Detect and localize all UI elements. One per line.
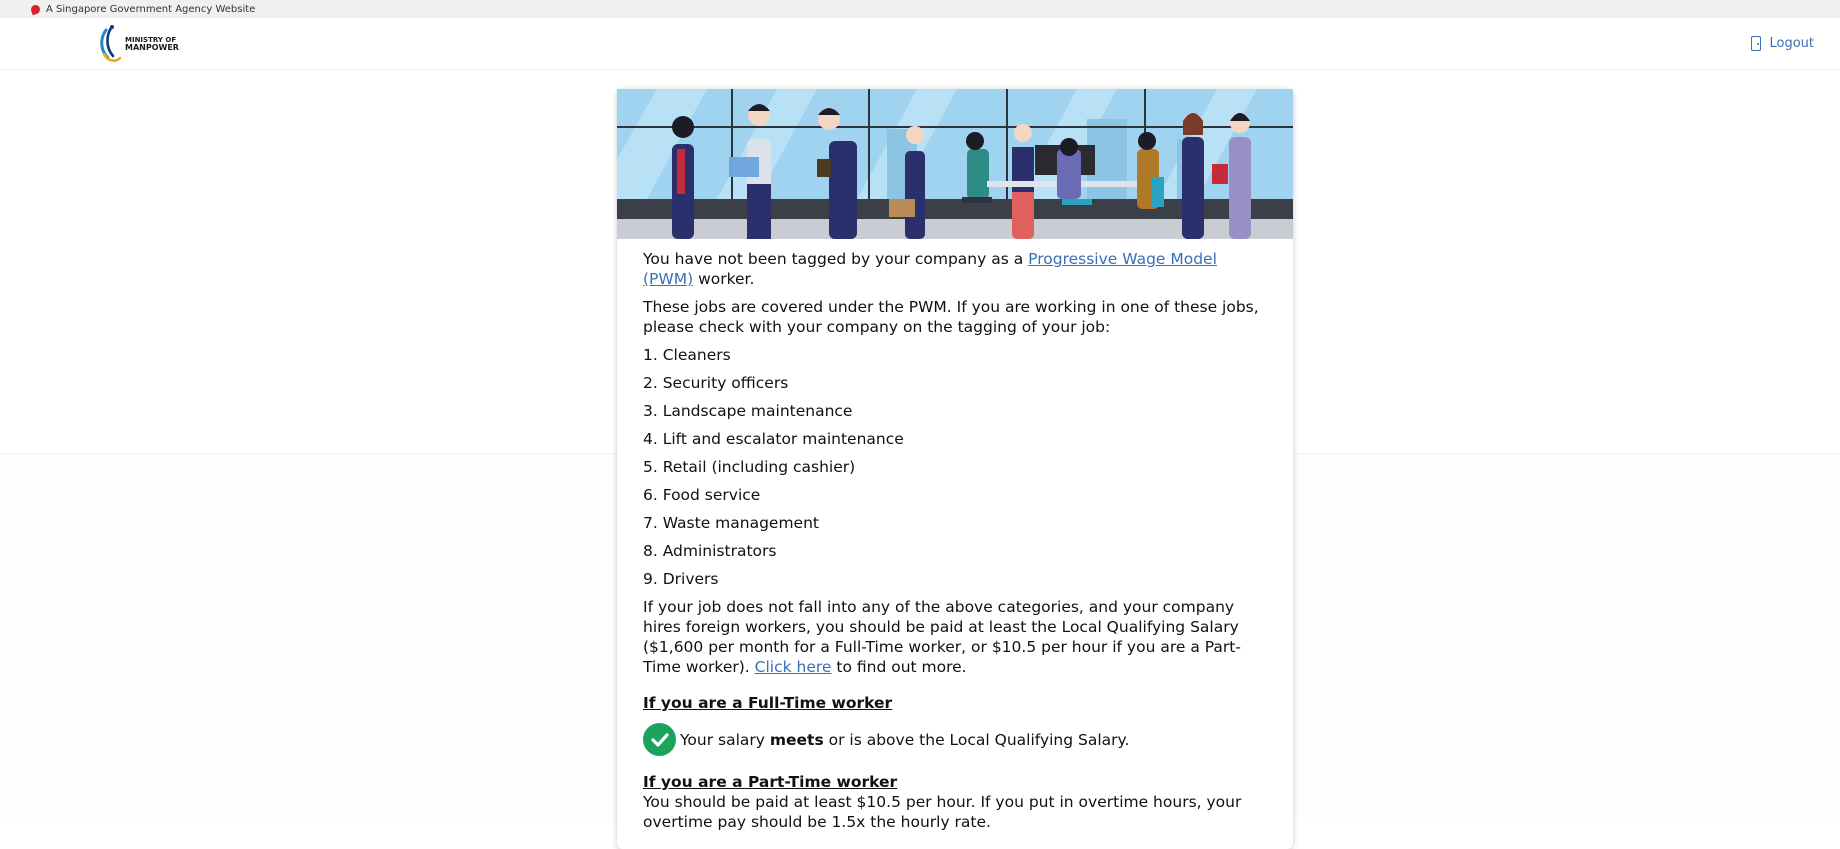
card-content <box>617 239 1293 832</box>
job-item: 1. Cleaners <box>643 346 731 364</box>
mom-logo[interactable] <box>96 24 179 64</box>
job-item: 4. Lift and escalator maintenance <box>643 430 904 448</box>
part-time-text: You should be paid at least $10.5 per hour. If you put in overtime hours, your overtime pay should be 1.5x the hourly rate. <box>643 793 1242 831</box>
gov-masthead-text: A Singapore Government Agency Website <box>46 3 256 15</box>
logout-label: Logout <box>1769 36 1814 51</box>
job-item: 8. Administrators <box>643 542 777 560</box>
office-workers-banner <box>617 89 1293 239</box>
lqs-text <box>643 597 1265 677</box>
logout-button[interactable] <box>1751 36 1814 51</box>
pwm-link[interactable]: Progressive Wage Model (PWM) <box>643 250 1217 288</box>
check-circle-icon <box>643 723 676 756</box>
job-item: 9. Drivers <box>643 570 719 588</box>
job-item: 3. Landscape maintenance <box>643 402 853 420</box>
full-time-status-text <box>680 730 1129 750</box>
lion-head-icon <box>30 3 42 15</box>
mom-logo-icon <box>96 24 124 64</box>
status-pre: Your salary <box>680 730 770 749</box>
logo-line-2: MANPOWER <box>125 42 179 52</box>
full-time-status <box>643 723 1265 756</box>
intro-suffix: worker. <box>693 270 755 288</box>
gov-masthead <box>0 0 1840 18</box>
click-here-link[interactable]: Click here <box>754 658 832 676</box>
job-item: 6. Food service <box>643 486 761 504</box>
status-post: or is above the Local Qualifying Salary. <box>823 730 1130 749</box>
part-time-heading: If you are a Part-Time worker <box>643 773 898 791</box>
covered-text: These jobs are covered under the PWM. If you are working in one of these jobs, please check with your company on the tagging of your job: <box>643 298 1259 336</box>
job-item: 2. Security officers <box>643 374 789 392</box>
logo-line-1: MINISTRY OF <box>125 35 177 44</box>
intro-text <box>643 249 1265 289</box>
status-bold: meets <box>769 730 824 749</box>
full-time-heading: If you are a Full-Time worker <box>643 694 893 712</box>
logout-icon <box>1751 36 1761 51</box>
pwm-result-card <box>617 89 1293 849</box>
job-item: 7. Waste management <box>643 514 819 532</box>
pwm-job-list <box>643 345 1265 589</box>
lqs-body: If your job does not fall into any of the above categories, and your company hires foreign workers, you should be paid at least the Local Qualifying Salary ($1,600 per month for a Full-Time worker, or $10.5 per hour if you are a Part-Time worker). <box>643 598 1241 676</box>
site-header <box>0 18 1840 70</box>
intro-prefix: You have not been tagged by your company as a <box>643 250 1029 268</box>
job-item: 5. Retail (including cashier) <box>643 458 856 476</box>
lqs-suffix: to find out more. <box>831 658 967 676</box>
